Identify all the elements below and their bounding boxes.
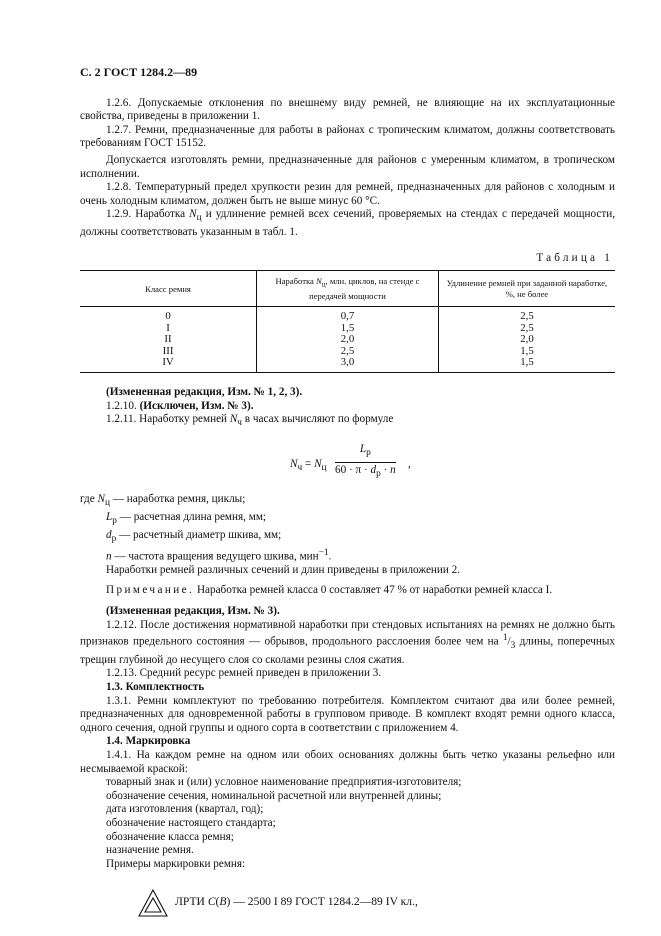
cell-cycles: 2,0: [257, 334, 439, 346]
formula: [80, 443, 615, 483]
marking-list-item: обозначение класса ремня;: [106, 830, 234, 843]
def-d-p: $d_р$ — расчетный диаметр шкива, мм;: [106, 528, 282, 544]
cell-cycles: 2,5: [257, 346, 439, 358]
cell-cycles: 1,5: [257, 323, 439, 335]
para-1-2-9: 1.2.9. Наработка $N_ц$ и удлинение ремней всех сечений, проверяемых на стендах с передачей мощности, должны соответствовать указанным в табл. 1.: [80, 208, 615, 239]
table-caption: Таблица 1: [536, 251, 613, 264]
marking-list-item: товарный знак и (или) условное наименование предприятия-изготовителя;: [106, 776, 462, 789]
document-page: [80, 66, 615, 919]
table-row: [80, 357, 615, 372]
edit-note-1: (Измененная редакция, Изм. № 1, 2, 3).: [106, 386, 303, 399]
para-1-4-1: 1.4.1. На каждом ремне на одном или обоих основаниях должны быть четко указаны рельефно или несмываемой краской:: [80, 748, 615, 775]
cell-cycles: 0,7: [257, 307, 439, 323]
cell-class: IV: [162, 356, 174, 369]
heading-1-3: 1.3. Комплектность: [106, 681, 205, 693]
col-class-header: Класс ремня: [145, 283, 191, 294]
cell-elongation: 2,5: [520, 310, 534, 323]
para-1-2-7-b: Допускается изготовлять ремни, предназначенные для районов с умеренным климатом, в тропическом исполнении.: [80, 153, 615, 180]
table-row: [80, 307, 615, 323]
formula-lhs: $N_ч = N_ц$: [290, 458, 327, 474]
cell-elongation: 2,0: [520, 333, 534, 346]
cell-class: II: [164, 333, 172, 346]
double-triangle-icon: [138, 889, 168, 917]
para-1-2-8: 1.2.8. Температурный предел хрупкости резин для ремней, предназначенных для районов с холодным и очень холодным климатом, должен быть не выше минус 60 °С.: [80, 181, 615, 207]
table-header-row: [80, 271, 615, 307]
table-1: [80, 270, 615, 373]
marking-list: [80, 776, 615, 858]
col-elongation-header: Удлинение ремней при заданной наработке, %, не более: [446, 278, 608, 300]
cell-class: I: [166, 321, 170, 334]
cell-cycles: 3,0: [257, 357, 439, 372]
para-1-2-7: 1.2.7. Ремни, предназначенные для работы в районах с тропическим климатом, должны соответствовать требованиям ГОСТ 15152.: [80, 123, 615, 150]
marking-list-item: обозначение настоящего стандарта;: [106, 816, 276, 829]
para-1-2-6: 1.2.6. Допускаемые отклонения по внешнему виду ремней, не влияющие на их эксплуатационные свойства, приведены в приложении 1.: [80, 96, 615, 123]
heading-1-4: 1.4. Маркировка: [106, 735, 191, 748]
formula-denominator: $60 \cdot \pi \cdot d_р \cdot n$: [335, 463, 396, 480]
marking-examples-label: Примеры маркировки ремня:: [106, 857, 246, 870]
formula-fraction: [335, 443, 396, 482]
para-1-2-11: 1.2.11. Наработку ремней $N_ч$ в часах вычисляют по формуле: [106, 413, 394, 429]
definitions-summary: Наработки ремней различных сечений и длин приведены в приложении 2.: [106, 563, 461, 576]
def-l-p: $L_р$ — расчетная длина ремня, мм;: [106, 510, 267, 527]
formula-comma: ,: [408, 458, 411, 471]
marking-example: [80, 893, 615, 919]
marking-list-item: назначение ремня.: [106, 844, 194, 857]
cell-elongation: 2,5: [520, 321, 534, 334]
definitions: [80, 493, 615, 577]
cell-class: 0: [165, 310, 171, 323]
para-1-3-1: 1.3.1. Ремни комплектуют по требованию потребителя. Комплектом считают два или более ремней, предназначенных для одновременной работы в групповом приводе. В комплект входят ремни одного класса, одного сечения, одной группы и одного сорта в соответствии с приложением 4.: [80, 694, 615, 734]
para-1-2-10: 1.2.10. (Исключен, Изм. № 3).: [106, 399, 254, 412]
cell-elongation: 1,5: [520, 344, 534, 357]
table-body: [80, 307, 615, 373]
para-1-2-12: 1.2.12. После достижения нормативной наработки при стендовых испытаниях на ремнях не должно быть признаков предельного состояния — обрывов, продольного расслоения более чем на $^1/_3$ длины, поперечных трещин глубиной до несущего слоя со сколами резины слоя сжатия.: [80, 618, 615, 666]
note: Примечание. Наработка ремней класса 0 составляет 47 % от наработки ремней класса I.: [106, 584, 553, 597]
edit-note-3: (Измененная редакция, Изм. № 3).: [106, 605, 280, 618]
def-n-c: где $N_ц$ — наработка ремня, циклы;: [80, 493, 246, 509]
para-1-2-13: 1.2.13. Средний ресурс ремней приведен в приложении 3.: [106, 667, 382, 680]
col-cycles-header: Наработка $N_ц$, млн. циклов, на стенде с передачей мощности: [257, 271, 439, 307]
marking-example-text: ЛРТИ С(В) — 2500 I 89 ГОСТ 1284.2—89 IV кл.,: [175, 895, 418, 909]
page-header: С. 2 ГОСТ 1284.2—89: [80, 65, 198, 79]
def-n: n — частота вращения ведущего шкива, мин$^{-1}$.: [106, 547, 332, 563]
cell-class: III: [162, 344, 174, 357]
marking-list-item: обозначение сечения, номинальной расчетной или внутренней длины;: [106, 789, 442, 802]
marking-list-item: дата изготовления (квартал, год);: [106, 803, 264, 816]
cell-elongation: 1,5: [520, 356, 534, 369]
formula-numerator: $L_р$: [335, 443, 396, 463]
